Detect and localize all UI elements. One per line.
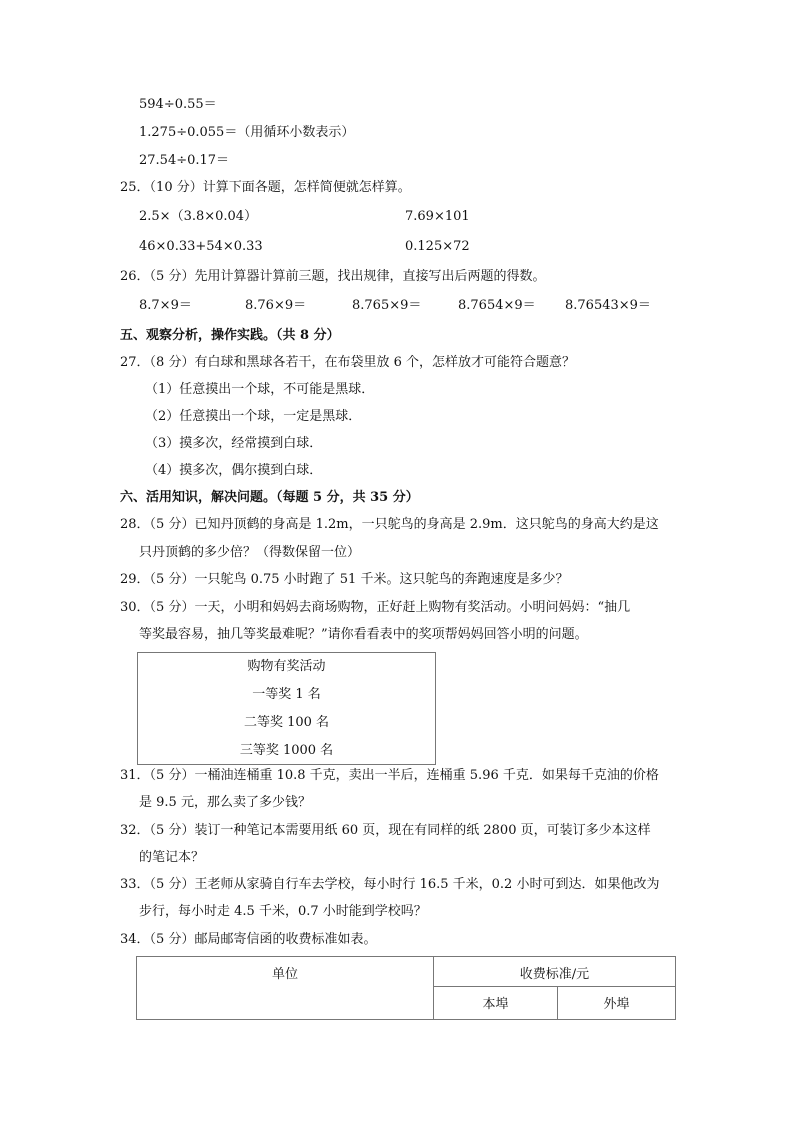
q26-item-5: 8.76543×9＝ — [565, 298, 651, 313]
q33-line-1: 33．（5 分）王老师从家骑自行车去学校，每小时行 16.5 千米，0.2 小时可到达．如果他改为 — [120, 877, 660, 892]
q26-item-4: 8.7654×9＝ — [458, 298, 536, 313]
q27-item-2: （2）任意摸出一个球，一定是黑球． — [145, 409, 362, 424]
q28-line-2: 只丹顶鹤的多少倍？（得数保留一位） — [139, 545, 361, 560]
q27-item-4: （4）摸多次，偶尔摸到白球． — [145, 463, 323, 478]
q32-line-2: 的笔记本？ — [139, 850, 205, 865]
q24-item-3: 27.54÷0.17＝ — [139, 153, 230, 168]
q27-item-3: （3）摸多次，经常摸到白球． — [145, 436, 323, 451]
prize-table — [137, 652, 436, 765]
q25-expr-2: 7.69×101 — [405, 209, 470, 224]
section-5-title: 五、观察分析，操作实践。（共 8 分） — [120, 328, 340, 343]
q27-stem: 27．（8 分）有白球和黑球各若干，在布袋里放 6 个，怎样放才可能符合题意？ — [120, 355, 575, 370]
q30-line-1: 30．（5 分）一天，小明和妈妈去商场购物，正好赶上购物有奖活动。小明问妈妈：“抽几 — [120, 600, 631, 615]
q26-item-1: 8.7×9＝ — [139, 298, 192, 313]
q26-item-2: 8.76×9＝ — [245, 298, 307, 313]
prize-table-title: 购物有奖活动 — [247, 659, 326, 675]
q25-expr-3: 46×0.33+54×0.33 — [139, 239, 263, 254]
q30-line-2: 等奖最容易，抽几等奖最难呢？”请你看看表中的奖项帮妈妈回答小明的问题。 — [139, 627, 588, 642]
q26-stem: 26．（5 分）先用计算器计算前三题，找出规律，直接写出后两题的得数。 — [120, 269, 546, 284]
q33-line-2: 步行，每小时走 4.5 千米，0.7 小时能到学校吗？ — [139, 904, 427, 919]
q34-line-1: 34．（5 分）邮局邮寄信函的收费标准如表。 — [120, 932, 377, 947]
prize-second: 二等奖 100 名 — [243, 714, 330, 730]
fee-table — [136, 956, 676, 1020]
section-6-title: 六、活用知识，解决问题。（每题 5 分，共 35 分） — [120, 490, 419, 505]
q26-item-3: 8.765×9＝ — [352, 298, 422, 313]
fee-col-standard: 收费标准/元 — [434, 957, 676, 987]
fee-col-unit: 单位 — [137, 957, 434, 1020]
fee-col-other: 外埠 — [558, 987, 676, 1020]
q24-item-2: 1.275÷0.055＝（用循环小数表示） — [139, 125, 355, 140]
prize-first: 一等奖 1 名 — [252, 687, 321, 703]
q29-line-1: 29．（5 分）一只鸵鸟 0.75 小时跑了 51 千米。这只鸵鸟的奔跑速度是多少？ — [120, 572, 569, 587]
q25-expr-1: 2.5×（3.8×0.04） — [139, 209, 258, 224]
prize-third: 三等奖 1000 名 — [239, 742, 334, 758]
q31-line-2: 是 9.5 元，那么卖了多少钱？ — [139, 795, 311, 810]
q25-expr-4: 0.125×72 — [405, 239, 470, 254]
q25-stem: 25．（10 分）计算下面各题，怎样简便就怎样算。 — [120, 180, 411, 195]
q24-item-1: 594÷0.55＝ — [139, 97, 217, 112]
q28-line-1: 28．（5 分）已知丹顶鹤的身高是 1.2m，一只鸵鸟的身高是 2.9m．这只鸵鸟的身高大约是这 — [120, 517, 659, 532]
q27-item-1: （1）任意摸出一个球，不可能是黑球． — [145, 382, 375, 397]
q32-line-1: 32．（5 分）装订一种笔记本需要用纸 60 页，现在有同样的纸 2800 页，可装订多少本这样 — [120, 823, 651, 838]
q31-line-1: 31．（5 分）一桶油连桶重 10.8 千克，卖出一半后，连桶重 5.96 千克．如果每千克油的价格 — [120, 768, 659, 783]
fee-col-local: 本埠 — [434, 987, 558, 1020]
